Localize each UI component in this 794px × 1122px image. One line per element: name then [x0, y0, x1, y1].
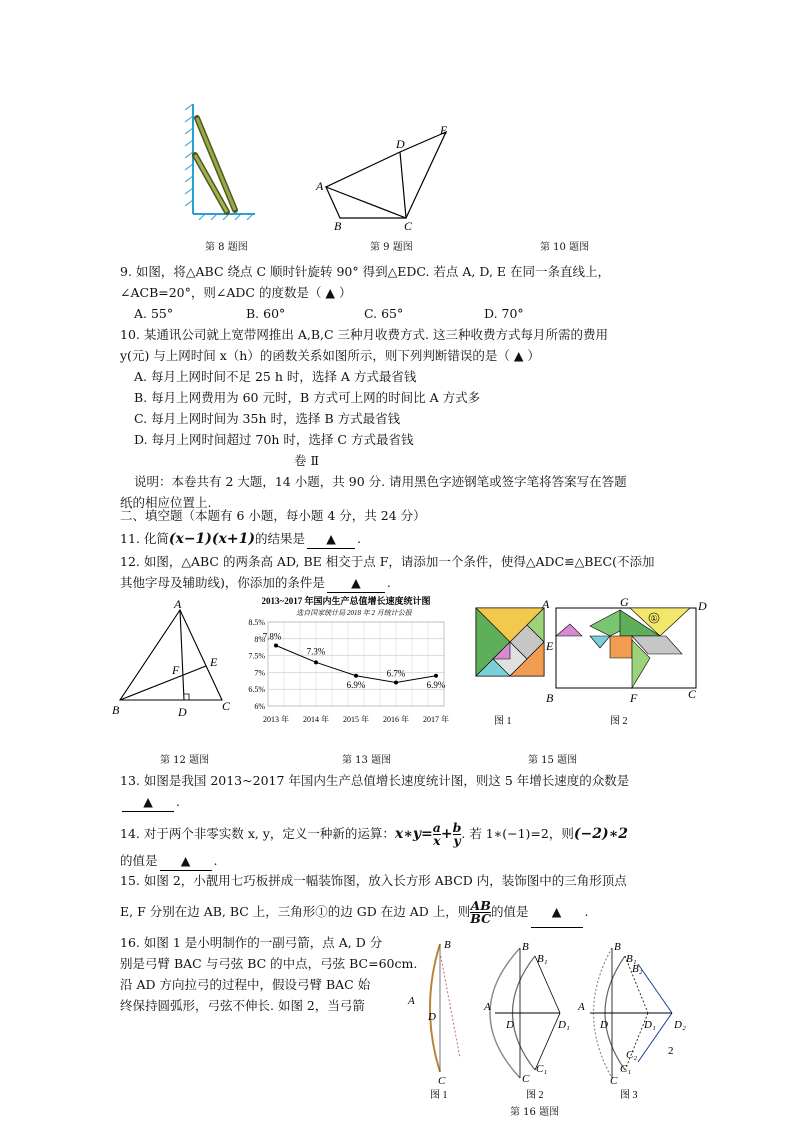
- q10-line1: 10. 某通讯公司就上宽带网推出 A,B,C 三种月收费方式. 这三种收费方式每月所需的费用: [120, 327, 608, 342]
- q15-frac-num: AB: [470, 898, 491, 913]
- chart-y-tick-label: 7%: [254, 668, 265, 678]
- q14-condition: . 若 1∗(−1)=2，则: [461, 826, 574, 841]
- q10-option-d: D. 每月上网时间超过 70h 时，选择 C 方式最省钱: [134, 432, 414, 447]
- q11-expression: (x−1)(x+1): [168, 531, 255, 547]
- q15-line2-suffix: 的值是: [491, 904, 529, 919]
- q14-frac2-num: b: [452, 820, 462, 835]
- fig9-label-b: B: [334, 219, 342, 233]
- svg-text:B₁: B₁: [537, 953, 548, 965]
- q12-line1: 12. 如图，△ABC 的两条高 AD, BE 相交于点 F，请添加一个条件，使得△ADC≌△BEC(不添加: [120, 554, 655, 569]
- chart-data-label: 6.9%: [426, 679, 446, 690]
- chart-y-tick-label: 6%: [254, 702, 265, 711]
- q14-line1: [120, 820, 628, 848]
- q16-line4: 终保持圆弧形，弓弦不伸长. 如图 2，当弓箭: [120, 998, 365, 1013]
- chart-data-label: 7.8%: [262, 631, 282, 642]
- q15-end: .: [584, 904, 589, 919]
- chart-data-point: [274, 644, 278, 648]
- q13-line1: 13. 如图是我国 2013~2017 年国内生产总值增长速度统计图，则这 5 年增长速度的众数是: [120, 773, 630, 788]
- chart-x-tick-label: 2014 年: [303, 715, 329, 724]
- q14-line2-prefix: 的值是: [120, 853, 158, 868]
- chart-plot-frame: [268, 622, 444, 706]
- section-note-line2: 纸的相应位置上.: [120, 495, 212, 510]
- q9-option-c: C. 65°: [364, 306, 404, 321]
- svg-text:A: A: [408, 995, 415, 1007]
- fig15-caption-fig1: 图 1: [494, 716, 512, 727]
- section-note-line1: 说明：本卷共有 2 大题，14 小题，共 90 分. 请用黑色字迹钢笔或签字笔将答案写在答题: [134, 474, 627, 489]
- q11-suffix: 的结果是: [255, 531, 306, 546]
- svg-text:B: B: [522, 941, 529, 953]
- section-part-heading: 二、填空题（本题有 6 小题，每小题 4 分，共 24 分）: [120, 508, 426, 523]
- svg-text:B₁: B₁: [626, 953, 637, 965]
- q14-plus: +: [440, 826, 453, 842]
- chart-x-tick-label: 2016 年: [383, 715, 409, 724]
- q14-ask-expression: (−2)∗2: [573, 826, 628, 842]
- q12-end: .: [386, 575, 391, 590]
- svg-text:D: D: [600, 1019, 608, 1031]
- svg-text:C₁: C₁: [620, 1063, 632, 1075]
- caption-q10: 第 10 题图: [540, 242, 590, 253]
- fig12-label-e: E: [210, 655, 218, 669]
- q14-frac1-num: a: [432, 820, 441, 835]
- q10-line2: y(元) 与上网时间 x（h）的函数关系如图所示，则下列判断错误的是（ ▲ ）: [120, 348, 540, 363]
- svg-text:C: C: [610, 1075, 618, 1087]
- fig15-label-c: C: [688, 687, 697, 701]
- q15-line1: 15. 如图 2，小靓用七巧板拼成一幅装饰图，放入长方形 ABCD 内，装饰图中的三角形顶点: [120, 873, 627, 888]
- chart-q13-gdp-growth: [232, 594, 452, 734]
- q14-frac1-den: x: [433, 833, 441, 848]
- fig9-label-d: D: [396, 137, 405, 151]
- chart-data-label: 6.7%: [386, 668, 406, 679]
- q11-end: .: [357, 531, 361, 546]
- svg-text:D₁: D₁: [558, 1019, 570, 1031]
- q11: [120, 530, 361, 549]
- q14-answer-blank: ▲: [160, 852, 212, 871]
- q14-frac2-den: y: [453, 833, 461, 848]
- svg-text:D: D: [506, 1019, 514, 1031]
- fig15-label-f: F: [630, 691, 638, 705]
- q15-line2: [120, 897, 589, 928]
- fig15-label-a: A: [542, 597, 550, 611]
- chart-y-tick-label: 6.5%: [248, 685, 265, 695]
- caption-q9: 第 9 题图: [370, 242, 413, 253]
- q15-answer-blank: ▲: [531, 897, 583, 928]
- q11-prefix: 11. 化简: [120, 531, 169, 546]
- chart-x-tick-label: 2013 年: [263, 715, 289, 724]
- q9-option-b: B. 60°: [246, 306, 286, 321]
- q16-line3: 沿 AD 方向拉弓的过程中，假设弓臂 BAC 始: [120, 977, 371, 992]
- chart-x-tick-label: 2017 年: [423, 715, 449, 724]
- chart-y-tick-label: 8%: [254, 634, 265, 644]
- chart-subtitle: 选自国家统计局 2018 年 2 月统计公报: [296, 609, 412, 617]
- q13-answer-blank: ▲: [122, 793, 174, 812]
- caption-q13: 第 13 题图: [342, 755, 392, 766]
- q9-line2: ∠ACB=20°，则∠ADC 的度数是（ ▲ ）: [120, 285, 352, 300]
- fig12-label-f: F: [172, 663, 180, 677]
- q14-end: .: [213, 853, 218, 868]
- chart-y-tick-label: 7.5%: [248, 651, 265, 661]
- fig16-caption-fig2: 图 2: [526, 1090, 544, 1101]
- fig12-label-a: A: [174, 597, 182, 611]
- chart-data-label: 7.3%: [306, 646, 326, 657]
- q10-option-a: A. 每月上网时间不足 25 h 时，选择 A 方式最省钱: [134, 369, 417, 384]
- chart-x-tick-label: 2015 年: [343, 715, 369, 724]
- q10-option-c: C. 每月上网时间为 35h 时，选择 B 方式最省钱: [134, 411, 401, 426]
- chart-data-point: [354, 674, 358, 678]
- q14-prefix: 14. 对于两个非零实数 x, y，定义一种新的运算：: [120, 826, 395, 841]
- fig15-circle-label: ①: [650, 614, 658, 623]
- q10-option-b: B. 每月上网费用为 60 元时，B 方式可上网的时间比 A 方式多: [134, 390, 481, 405]
- q13-end: .: [176, 794, 180, 809]
- figure-q16-bow: [400, 938, 700, 1120]
- figure-q12-triangle: [110, 596, 235, 721]
- chart-y-tick-label: 8.5%: [248, 618, 265, 627]
- q15-frac-den: BC: [470, 911, 492, 926]
- figure-q9-triangles: [312, 122, 457, 234]
- chart-data-point: [314, 660, 318, 664]
- q15-line2-prefix: E, F 分别在边 AB, BC 上，三角形①的边 GD 在边 AD 上，则: [120, 904, 471, 919]
- svg-text:C₂: C₂: [626, 1049, 638, 1061]
- page-number: 2: [668, 1045, 674, 1057]
- svg-text:D₁: D₁: [644, 1019, 656, 1031]
- fig15-label-d: D: [698, 599, 707, 613]
- figure-q15-tangram: [470, 596, 710, 736]
- q14-line2: [120, 852, 218, 871]
- fig12-label-d: D: [178, 705, 187, 719]
- fig9-label-c: C: [404, 219, 413, 233]
- caption-q15: 第 15 题图: [528, 755, 578, 766]
- fig15-label-g: G: [620, 596, 629, 609]
- svg-text:C: C: [438, 1075, 446, 1087]
- q9-line1: 9. 如图，将△ABC 绕点 C 顺时针旋转 90° 得到△EDC. 若点 A, D, E 在同一条直线上，: [120, 264, 611, 279]
- svg-text:D: D: [428, 1011, 436, 1023]
- svg-text:C₁: C₁: [536, 1063, 548, 1075]
- fig15-label-e: E: [546, 639, 554, 653]
- svg-text:A: A: [484, 1001, 491, 1013]
- q16-line2: 别是弓臂 BAC 与弓弦 BC 的中点，弓弦 BC=60cm.: [120, 956, 418, 971]
- fig15-caption-fig2: 图 2: [610, 716, 628, 727]
- q16-line1: 16. 如图 1 是小明制作的一副弓箭，点 A, D 分: [120, 935, 383, 950]
- q13-line2: [120, 793, 180, 812]
- q15-frac-ab-over-bc: [470, 900, 491, 925]
- figure-q8-bamboo: [185, 100, 260, 220]
- caption-q16: 第 16 题图: [510, 1107, 560, 1118]
- q14-frac-a-over-x: [433, 822, 441, 847]
- q12-line2: [120, 574, 391, 593]
- q11-answer-blank: ▲: [307, 530, 355, 549]
- q12-line2-prefix: 其他字母及辅助线)，你添加的条件是: [120, 575, 325, 590]
- fig15-label-b: B: [546, 691, 554, 705]
- fig16-caption-fig1: 图 1: [430, 1090, 448, 1101]
- caption-q8: 第 8 题图: [205, 242, 248, 253]
- svg-text:B: B: [444, 939, 451, 951]
- fig16-caption-fig3: 图 3: [620, 1090, 638, 1101]
- svg-text:C: C: [522, 1073, 530, 1085]
- fig9-label-a: A: [316, 179, 324, 193]
- svg-text:A: A: [578, 1001, 585, 1013]
- chart-data-label: 6.9%: [346, 679, 366, 690]
- chart-title: 2013~2017 年国内生产总值增长速度统计图: [261, 596, 431, 606]
- fig9-label-e: E: [440, 123, 448, 137]
- chart-data-point: [434, 674, 438, 678]
- svg-text:B: B: [614, 941, 621, 953]
- svg-text:B₂: B₂: [632, 963, 643, 975]
- caption-q12: 第 12 题图: [160, 755, 210, 766]
- q14-def-left: x∗y=: [394, 826, 433, 842]
- fig12-label-c: C: [222, 699, 231, 713]
- q9-option-a: A. 55°: [134, 306, 174, 321]
- fig12-label-b: B: [112, 703, 120, 717]
- chart-data-point: [394, 680, 398, 684]
- q12-answer-blank: ▲: [327, 574, 385, 593]
- q9-option-d: D. 70°: [484, 306, 524, 321]
- svg-text:D₂: D₂: [674, 1019, 686, 1031]
- section-title: 卷 Ⅱ: [294, 453, 319, 468]
